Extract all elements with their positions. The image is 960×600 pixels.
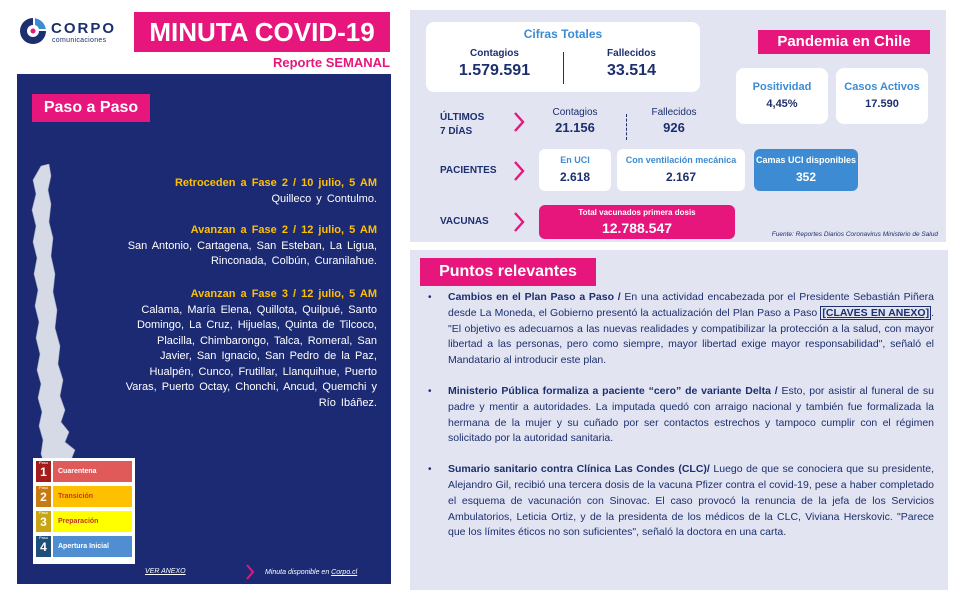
legend-label: Apertura Inicial	[53, 536, 132, 557]
u-contagios-label: Contagios	[552, 107, 598, 118]
legend-label: Transición	[53, 486, 132, 507]
legend-row-transicion	[36, 486, 132, 507]
legend-number-value: 3	[40, 515, 47, 529]
legend-number	[36, 461, 51, 482]
paso-a-paso-tag: Paso a Paso	[32, 94, 150, 122]
legend-number	[36, 511, 51, 532]
list-item	[424, 462, 934, 541]
puntos-relevantes-tag: Puntos relevantes	[420, 258, 596, 286]
puntos-relevantes-panel	[410, 250, 948, 590]
item-text: . "El objetivo es adecuarnos a las nuevas realidades y compatibilizar la protección a la salud, con mayor libertad a las personas, pero como siempre, mayor libertad exige mayor responsabilidad", señaló el Mandatario al introducir este plan.	[448, 306, 934, 367]
legend-number	[36, 486, 51, 507]
chevron-right-icon	[245, 564, 255, 580]
legend-label: Preparación	[53, 511, 132, 532]
vacunas-label: VACUNAS	[440, 216, 489, 227]
corpo-site-link[interactable]: Corpo.cl	[331, 569, 358, 576]
pandemia-tag: Pandemia en Chile	[758, 30, 930, 54]
cifras-title: Cifras Totales	[523, 27, 603, 41]
phase-communes: San Antonio, Cartagena, San Esteban, La Ligua, Rinconada, Colbún, Curanilahue.	[127, 239, 377, 267]
phase-title: Avanzan a Fase 3 / 12 julio, 5 AM	[190, 288, 377, 300]
ultimos-7-dias-label	[440, 111, 484, 139]
chevron-right-icon	[512, 211, 526, 233]
legend-step-word: Paso	[38, 485, 49, 490]
item-headline: Sumario sanitario contra Clínica Las Condes (CLC)/	[448, 463, 710, 476]
phase-communes: Calama, María Elena, Quillota, Quilpué, Santo Domingo, La Cruz, Hijuelas, Quinta de Tilcoco, Placilla, Chimbarongo, Talca, Romeral, San Javier, San Ignacio, San Pedro de la Paz, Hualpén, Cunco, Frutillar, Llanquihue, Puerto Varas, Puerto Octay, Chonchi, Ancud, Quemchi y Río Ibáñez.	[125, 303, 377, 409]
puntos-list	[424, 290, 934, 541]
phase-block-fase2	[119, 223, 377, 270]
uci-card	[539, 149, 611, 191]
page-title: MINUTA COVID-19	[134, 12, 390, 52]
paso-a-paso-panel	[17, 74, 391, 584]
claves-anexo-link[interactable]: [CLAVES EN ANEXO]	[822, 306, 930, 319]
legend-step-word: Paso	[38, 460, 49, 465]
fallecidos-value: 33.514	[607, 62, 656, 79]
phase-block-fase3	[121, 287, 377, 411]
phase-title: Retroceden a Fase 2 / 10 julio, 5 AM	[174, 177, 377, 189]
ventilacion-value: 2.167	[665, 170, 697, 184]
stats-panel	[410, 10, 946, 242]
casos-activos-value: 17.590	[865, 98, 899, 110]
minuta-note-prefix: Minuta disponible en	[265, 569, 332, 576]
ultimos-label-line2: 7 DÍAS	[440, 126, 473, 137]
u-fallecidos-value: 926	[663, 120, 685, 135]
phase-communes: Quilleco y Contulmo.	[271, 192, 377, 205]
minuta-note	[265, 569, 357, 576]
positividad-value: 4,45%	[766, 98, 798, 110]
report-subtitle: Reporte SEMANAL	[272, 55, 390, 70]
chevron-right-icon	[512, 111, 526, 133]
chevron-right-icon	[512, 160, 526, 182]
ventilacion-card	[617, 149, 745, 191]
camas-label: Camas UCI disponibles	[755, 155, 857, 165]
legend-number	[36, 536, 51, 557]
legend-label: Cuarentena	[53, 461, 132, 482]
legend-row-preparacion	[36, 511, 132, 532]
contagios-label: Contagios	[470, 48, 519, 59]
item-text: Esto, por asistir al funeral de su padre y mentir a autoridades. La imputada quedó con arraigo nacional y también fue formalizada la hermana de la mujer y su cuñado por ser contactos estrechos y tampoco cumplir con el régimen solicitado por la autoridad sanitaria.	[448, 384, 934, 445]
uci-value: 2.618	[559, 170, 591, 184]
legend-step-word: Paso	[38, 535, 49, 540]
legend-row-cuarentena	[36, 461, 132, 482]
phase-title: Avanzan a Fase 2 / 12 julio, 5 AM	[190, 224, 377, 236]
uci-label: En UCI	[560, 155, 590, 165]
casos-activos-label: Casos Activos	[844, 81, 920, 93]
ver-anexo-link[interactable]: VER ANEXO	[145, 568, 186, 575]
corpo-logo-icon	[18, 16, 48, 46]
vacunados-card	[539, 205, 735, 239]
legend-row-apertura	[36, 536, 132, 557]
list-item	[424, 384, 934, 447]
u-contagios-value: 21.156	[555, 120, 595, 135]
ventilacion-label: Con ventilación mecánica	[625, 155, 737, 165]
item-headline: Ministerio Pública formaliza a paciente “cero” de variante Delta /	[448, 384, 778, 397]
logo-subtitle: comunicaciones	[52, 37, 107, 44]
item-text: Luego de que se conociera que su presidente, Alejandro Gil, recibió una tercera dosis de la vacuna Pfizer contra el covid-19, pese a haber completado el esquema de vacunación con Sinovac. El caso provocó la renuncia de la jefa de los Servicios Ambulatorios, Leticia Ortiz, y de la presidenta de los médicos de la CLC, Viviana Herskovic. "Parece que los límites éticos no son suficientes", señaló la doctora en una carta.	[448, 463, 934, 539]
contagios-value: 1.579.591	[458, 62, 531, 79]
legend-number-value: 4	[40, 540, 47, 554]
corpo-logo	[18, 16, 124, 50]
item-text: En una actividad encabezada por el Presidente Sebastián Piñera desde La Moneda, el Gobierno presentó la actualización del Plan Paso a Paso	[448, 291, 934, 319]
camas-uci-card	[754, 149, 858, 191]
legend-step-word: Paso	[38, 510, 49, 515]
positividad-card	[736, 68, 828, 124]
phase-block-retroceden	[127, 176, 377, 207]
casos-activos-card	[836, 68, 928, 124]
vacunados-label: Total vacunados primera dosis	[578, 208, 696, 217]
list-item	[424, 290, 934, 369]
cifras-totales-card	[426, 22, 700, 92]
source-note: Fuente: Reportes Diarios Coronavirus Ministerio de Salud	[771, 231, 938, 238]
phase-legend	[33, 458, 135, 564]
legend-number-value: 1	[40, 465, 47, 479]
vacunados-value: 12.788.547	[601, 220, 673, 236]
camas-value: 352	[795, 170, 817, 184]
u-fallecidos-label: Fallecidos	[651, 107, 697, 118]
item-headline: Cambios en el Plan Paso a Paso /	[448, 291, 621, 303]
fallecidos-label: Fallecidos	[607, 48, 656, 59]
ultimos-label-line1: ÚLTIMOS	[440, 112, 485, 123]
logo-name: CORPO	[51, 20, 117, 37]
divider	[626, 114, 627, 140]
positividad-label: Positividad	[752, 81, 812, 93]
pacientes-label: PACIENTES	[440, 165, 497, 176]
legend-number-value: 2	[40, 490, 47, 504]
